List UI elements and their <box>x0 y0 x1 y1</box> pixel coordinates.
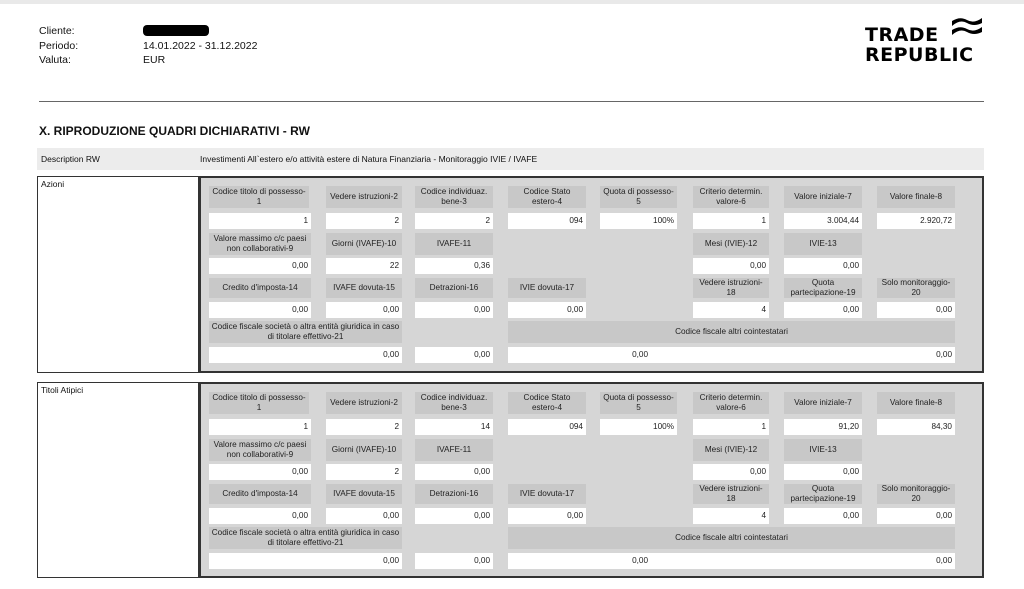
label-ivie-dovuta: IVIE dovuta-17 <box>508 278 586 298</box>
block-grid <box>199 382 984 578</box>
label-detrazioni: Detrazioni-16 <box>415 278 493 298</box>
value-credito-imposta: 0,00 <box>209 302 311 318</box>
value-ivie: 0,00 <box>784 464 862 480</box>
label-codice-fiscale-societa: Codice fiscale società o altra entità giuridica in caso di titolare effettivo-21 <box>209 321 402 343</box>
label-quota-partecipazione: Quota partecipazione-19 <box>784 278 862 298</box>
value-codice-fiscale-societa: 0,00 <box>209 553 402 569</box>
label-ivafe-dovuta: IVAFE dovuta-15 <box>326 278 402 298</box>
value-cointestatari-b: 0,00 <box>651 347 955 363</box>
top-bar <box>0 0 1024 4</box>
label-codice-fiscale-cointestatari: Codice fiscale altri cointestatari <box>508 527 955 549</box>
value-extra: 0,00 <box>415 553 493 569</box>
logo-line1: TRADE <box>865 24 939 46</box>
value-valore-finale: 2.920,72 <box>877 213 955 229</box>
label-ivie: IVIE-13 <box>784 439 862 461</box>
value-valore-iniziale: 3.004,44 <box>784 213 862 229</box>
label-ivafe: IVAFE-11 <box>415 439 493 461</box>
logo-flag-icon <box>950 15 984 41</box>
description-value: Investimenti All`estero e/o attività estere di Natura Finanziaria - Monitoraggio IVIE / IVAFE <box>200 154 538 164</box>
label-vedere-istruzioni-2: Vedere istruzioni-2 <box>326 392 402 414</box>
value-codice-fiscale-societa: 0,00 <box>209 347 402 363</box>
label-quota-possesso: Quota di possesso-5 <box>600 186 677 208</box>
label-codice-bene: Codice individuaz. bene-3 <box>415 392 493 414</box>
header-divider <box>39 101 984 102</box>
value-ivie-dovuta: 0,00 <box>508 302 586 318</box>
label-valore-iniziale: Valore iniziale-7 <box>784 186 862 208</box>
block-label: Azioni <box>41 179 65 189</box>
label-mesi-ivie: Mesi (IVIE)-12 <box>693 233 769 255</box>
rw-block-azioni <box>37 176 984 373</box>
label-codice-bene: Codice individuaz. bene-3 <box>415 186 493 208</box>
value-detrazioni: 0,00 <box>415 302 493 318</box>
value-solo-monitoraggio: 0,00 <box>877 302 955 318</box>
value-quota-partecipazione: 0,00 <box>784 302 862 318</box>
label-giorni-ivafe: Giorni (IVAFE)-10 <box>326 233 402 255</box>
block-grid <box>199 176 984 373</box>
label-criterio-valore: Criterio determin. valore-6 <box>693 392 769 414</box>
label-ivie: IVIE-13 <box>784 233 862 255</box>
value-vedere-istruzioni-2: 2 <box>326 213 402 229</box>
client-redacted <box>143 25 209 36</box>
value-mesi-ivie: 0,00 <box>693 464 769 480</box>
value-quota-partecipazione: 0,00 <box>784 508 862 524</box>
trade-republic-logo <box>865 15 990 67</box>
value-codice-stato: 094 <box>508 213 586 229</box>
value-giorni-ivafe: 2 <box>326 464 402 480</box>
value-ivafe-dovuta: 0,00 <box>326 508 402 524</box>
value-codice-bene: 14 <box>415 419 493 435</box>
logo-line2: REPUBLIC <box>865 44 974 66</box>
block-label-cell <box>37 176 199 373</box>
label-valore-finale: Valore finale-8 <box>877 186 955 208</box>
value-ivafe: 0,00 <box>415 464 493 480</box>
value-codice-titolo: 1 <box>209 213 311 229</box>
value-codice-stato: 094 <box>508 419 586 435</box>
value-ivie: 0,00 <box>784 258 862 274</box>
label-vedere-istruzioni-18: Vedere istruzioni-18 <box>693 278 769 298</box>
block-label-cell <box>37 382 199 578</box>
value-codice-bene: 2 <box>415 213 493 229</box>
value-valore-iniziale: 91,20 <box>784 419 862 435</box>
rw-block-titoli-atipici <box>37 382 984 578</box>
value-cointestatari-b: 0,00 <box>651 553 955 569</box>
period-value: 14.01.2022 - 31.12.2022 <box>143 40 258 52</box>
value-giorni-ivafe: 22 <box>326 258 402 274</box>
label-criterio-valore: Criterio determin. valore-6 <box>693 186 769 208</box>
label-quota-possesso: Quota di possesso-5 <box>600 392 677 414</box>
block-label: Titoli Atipici <box>41 385 84 395</box>
value-quota-possesso: 100% <box>600 213 677 229</box>
currency-value: EUR <box>143 54 166 66</box>
label-quota-partecipazione: Quota partecipazione-19 <box>784 484 862 504</box>
label-ivafe: IVAFE-11 <box>415 233 493 255</box>
label-valore-massimo: Valore massimo c/c paesi non collaborativi-9 <box>209 439 311 461</box>
label-valore-finale: Valore finale-8 <box>877 392 955 414</box>
label-codice-fiscale-societa: Codice fiscale società o altra entità giuridica in caso di titolare effettivo-21 <box>209 527 402 549</box>
label-ivie-dovuta: IVIE dovuta-17 <box>508 484 586 504</box>
label-vedere-istruzioni-18: Vedere istruzioni-18 <box>693 484 769 504</box>
client-label: Cliente: <box>39 25 75 37</box>
label-valore-iniziale: Valore iniziale-7 <box>784 392 862 414</box>
label-giorni-ivafe: Giorni (IVAFE)-10 <box>326 439 402 461</box>
label-codice-stato: Codice Stato estero-4 <box>508 392 586 414</box>
label-valore-massimo: Valore massimo c/c paesi non collaborativi-9 <box>209 233 311 255</box>
value-vedere-istruzioni-18: 4 <box>693 302 769 318</box>
value-extra: 0,00 <box>415 347 493 363</box>
value-criterio-valore: 1 <box>693 213 769 229</box>
value-valore-massimo: 0,00 <box>209 464 311 480</box>
value-cointestatari-a: 0,00 <box>508 347 651 363</box>
value-valore-massimo: 0,00 <box>209 258 311 274</box>
description-label: Description RW <box>41 154 100 164</box>
value-criterio-valore: 1 <box>693 419 769 435</box>
label-detrazioni: Detrazioni-16 <box>415 484 493 504</box>
value-codice-titolo: 1 <box>209 419 311 435</box>
label-codice-titolo: Codice titolo di possesso-1 <box>209 186 309 208</box>
label-credito-imposta: Credito d'imposta-14 <box>209 278 311 298</box>
currency-label: Valuta: <box>39 54 71 66</box>
label-mesi-ivie: Mesi (IVIE)-12 <box>693 439 769 461</box>
label-ivafe-dovuta: IVAFE dovuta-15 <box>326 484 402 504</box>
value-credito-imposta: 0,00 <box>209 508 311 524</box>
label-codice-stato: Codice Stato estero-4 <box>508 186 586 208</box>
value-ivafe-dovuta: 0,00 <box>326 302 402 318</box>
value-quota-possesso: 100% <box>600 419 677 435</box>
period-label: Periodo: <box>39 40 79 52</box>
label-codice-titolo: Codice titolo di possesso-1 <box>209 392 309 414</box>
value-ivie-dovuta: 0,00 <box>508 508 586 524</box>
label-codice-fiscale-cointestatari: Codice fiscale altri cointestatari <box>508 321 955 343</box>
value-vedere-istruzioni-2: 2 <box>326 419 402 435</box>
label-solo-monitoraggio: Solo monitoraggio-20 <box>877 484 955 504</box>
label-credito-imposta: Credito d'imposta-14 <box>209 484 311 504</box>
value-detrazioni: 0,00 <box>415 508 493 524</box>
value-mesi-ivie: 0,00 <box>693 258 769 274</box>
description-row <box>37 148 984 170</box>
section-title: X. RIPRODUZIONE QUADRI DICHIARATIVI - RW <box>39 124 310 138</box>
value-cointestatari-a: 0,00 <box>508 553 651 569</box>
value-vedere-istruzioni-18: 4 <box>693 508 769 524</box>
value-ivafe: 0,36 <box>415 258 493 274</box>
value-valore-finale: 84,30 <box>877 419 955 435</box>
value-solo-monitoraggio: 0,00 <box>877 508 955 524</box>
label-vedere-istruzioni-2: Vedere istruzioni-2 <box>326 186 402 208</box>
label-solo-monitoraggio: Solo monitoraggio-20 <box>877 278 955 298</box>
